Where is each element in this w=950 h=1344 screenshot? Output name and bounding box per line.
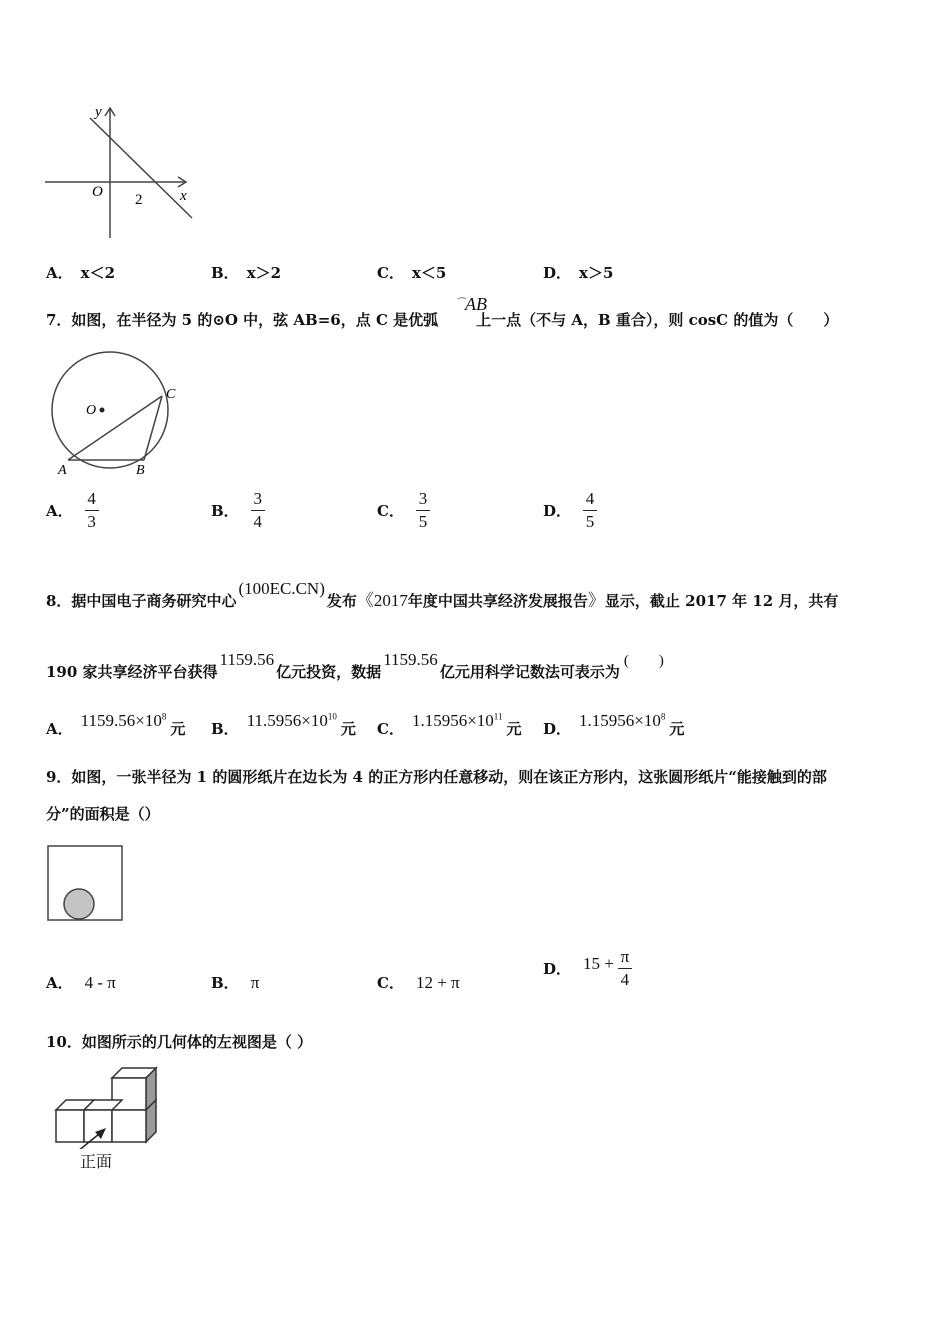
q9-square-figure [44,842,134,926]
point-o-label: O [86,403,97,418]
q8-option-d[interactable]: D． $1.15956\times 10^8$元 [543,711,685,738]
origin-label: O [92,184,103,200]
q7-option-d[interactable]: D． $\frac{4}{5}$ [543,490,597,531]
q9-option-a[interactable]: A． 4 - π [46,973,116,992]
front-view-label: 正面 [80,1152,113,1171]
q8-option-a[interactable]: A． $1159.56\times 10^8$元 [46,711,186,738]
q6-option-b[interactable]: B． x＞2 [211,264,282,282]
q7-stem: 7．如图，在半径为 5 的⊙O 中，弦 AB=6，点 C 是优弧 上一点（不与 A，B 重合），则 cosC 的值为（ ） [46,311,839,329]
y-axis-label: y [95,104,102,120]
q10-stem: 10．如图所示的几何体的左视图是（ ） [46,1033,313,1051]
q7-circle-figure [40,350,185,480]
point-b-label: B [136,463,145,478]
point-c-label: C [166,387,176,402]
x-axis-label: x [180,188,187,204]
q9-stem-line2: 分”的面积是（） [46,805,160,823]
q7-option-c[interactable]: C． $\frac{3}{5}$ [377,490,430,531]
arc-ab-label: ⌒AB [455,294,487,314]
q7-option-a[interactable]: A． $\frac{4}{3}$ [46,490,99,531]
q6-option-a[interactable]: A． x＜2 [46,264,116,282]
q6-option-d[interactable]: D． x＞5 [543,264,614,282]
q9-stem-line1: 9．如图，一张半径为 1 的圆形纸片在边长为 4 的正方形内任意移动，则在该正方形内，这张圆形纸片“能接触到的部 [46,768,827,786]
q9-option-b[interactable]: B． π [211,973,260,992]
tick-label: 2 [135,192,143,208]
point-a-label: A [58,463,67,478]
q9-option-d[interactable]: D． 15 + $\frac{\pi}{4}$ [543,948,632,989]
q6-graph [40,100,200,245]
q8-option-b[interactable]: B． $11.5956\times 10^{10}$元 [211,711,356,738]
q8-line1: 8．据中国电子商务研究中心(100EC.CN)发布《2017年度中国共享经济发展报告》显示，截止 2017 年 12 月，共有 [46,579,839,610]
q9-option-c[interactable]: C． 12 + π [377,973,460,992]
q8-option-c[interactable]: C． $1.15956\times 10^{11}$元 [377,711,522,738]
q10-solid-figure [50,1064,165,1149]
q7-option-b[interactable]: B． $\frac{3}{4}$ [211,490,265,531]
q6-option-c[interactable]: C． x＜5 [377,264,447,282]
q8-line2: 190 家共享经济平台获得1159.56亿元投资，数据1159.56亿元用科学记数法可表示为( ) [46,650,664,681]
